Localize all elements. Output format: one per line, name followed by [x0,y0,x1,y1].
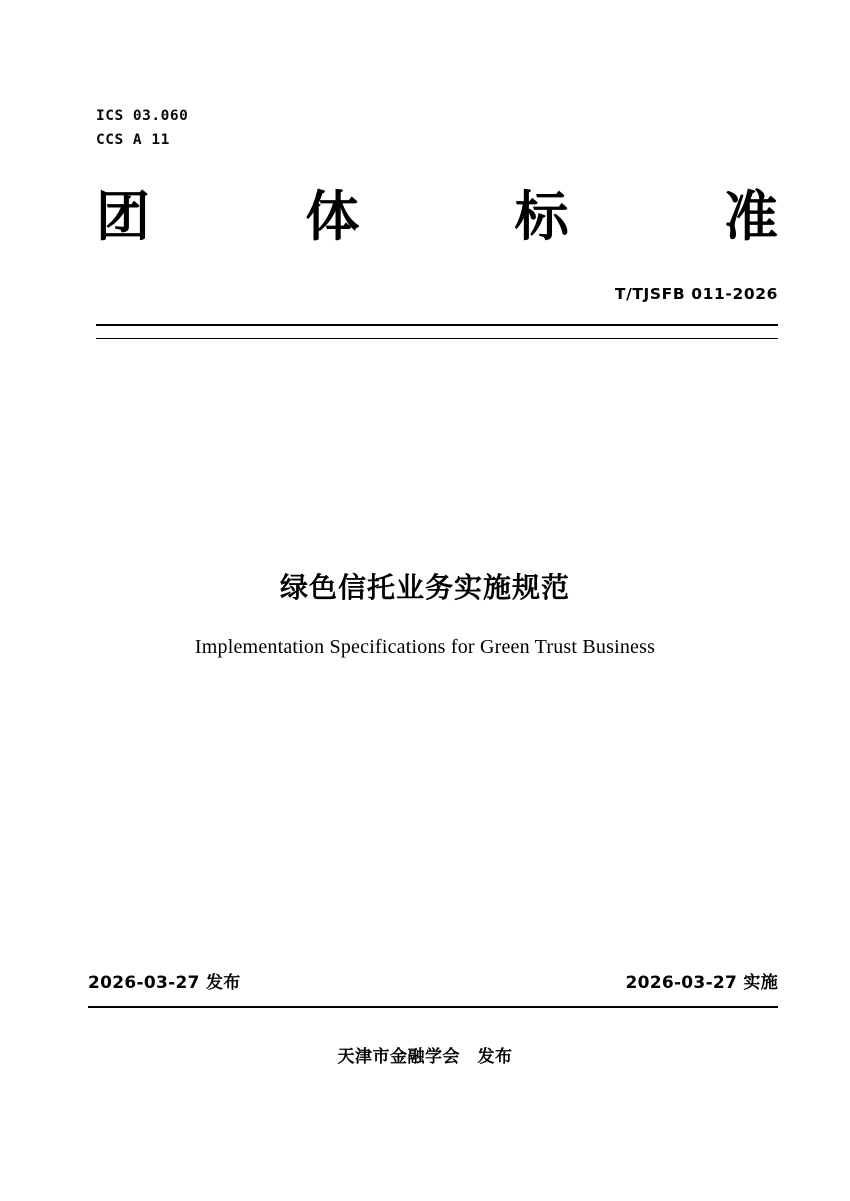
effective-date: 2026-03-27 实施 [625,973,778,993]
footer-dates [88,968,778,993]
document-title-chinese: 绿色信托业务实施规范 [279,571,570,604]
issue-date: 2026-03-27 发布 [88,973,241,993]
standard-type-char-3: 标 [514,185,569,248]
ics-code: ICS 03.060 [96,108,189,124]
publisher-name: 天津市金融学会 发布 [337,1047,513,1067]
ccs-code: CCS A 11 [96,132,170,148]
standard-number: T/TJSFB 011-2026 [614,285,778,303]
standard-type-heading [96,186,778,248]
standard-type-char-4: 准 [723,185,778,248]
standard-type-char-1: 团 [96,185,150,248]
classification-codes [96,104,188,152]
footer-rule [88,1006,778,1008]
document-title-english: Implementation Specifications for Green Trust Business [194,636,656,658]
header-rule-thin [96,338,778,339]
header-rule-thick [96,324,778,326]
standard-type-char-2: 体 [305,185,360,248]
